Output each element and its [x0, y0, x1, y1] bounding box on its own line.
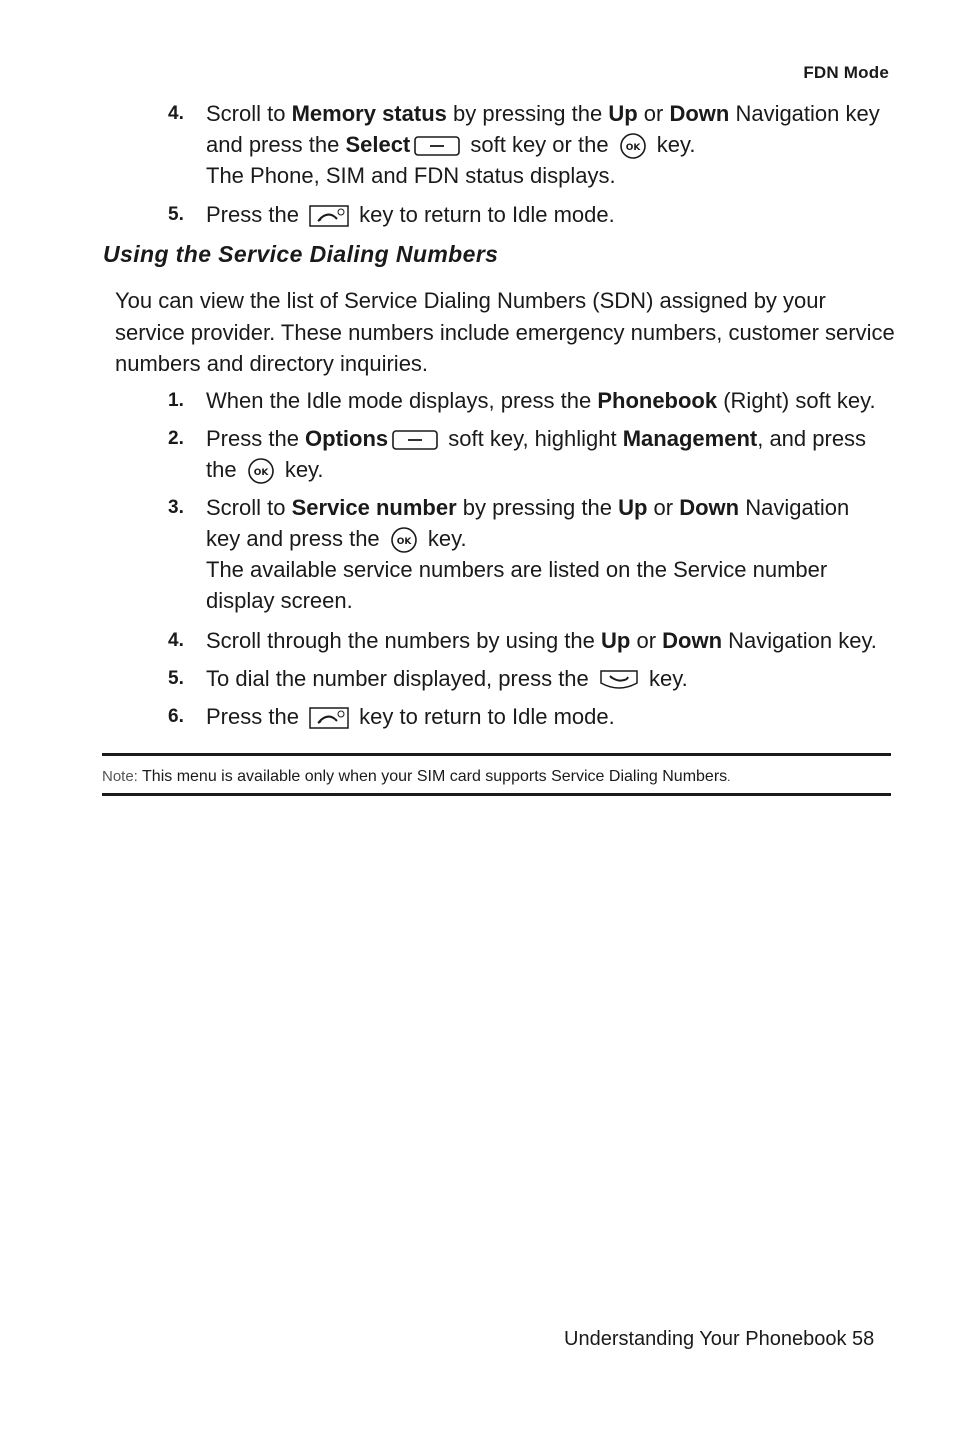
- text: key.: [642, 666, 688, 691]
- step-number: 4.: [168, 103, 184, 124]
- step-body: [206, 663, 888, 694]
- text: , and press the: [206, 426, 867, 482]
- section-heading: Using the Service Dialing Numbers: [103, 241, 499, 267]
- text: or: [637, 101, 670, 126]
- end-power-key-icon: [309, 205, 349, 227]
- text: key.: [421, 526, 467, 551]
- step-body: [206, 492, 888, 616]
- text: Navigation key and press the: [206, 495, 850, 551]
- key-term: Down: [679, 495, 740, 520]
- ok-key-icon: [247, 457, 275, 485]
- step-body: [206, 98, 888, 191]
- step-number: 6.: [168, 706, 184, 727]
- top-step-5: [168, 199, 888, 230]
- step-result: The Phone, SIM and FDN status displays.: [206, 163, 616, 189]
- text: key.: [278, 457, 324, 482]
- note-box: [102, 753, 891, 796]
- text: key.: [650, 132, 696, 157]
- step-instruction: [206, 199, 888, 230]
- key-term: Phonebook: [597, 388, 718, 413]
- step-body: [206, 701, 888, 732]
- top-step-4: [168, 98, 888, 191]
- step-5: [168, 663, 888, 694]
- step-1: [168, 385, 888, 416]
- text: (Right) soft key.: [717, 388, 876, 413]
- text: Scroll to: [206, 495, 292, 520]
- step-instruction: [206, 98, 888, 160]
- key-term: Up: [601, 628, 631, 653]
- svg-text:OK: OK: [253, 468, 269, 479]
- step-body: [206, 199, 888, 230]
- ok-key-icon: [619, 132, 647, 160]
- text: Navigation key.: [722, 628, 877, 653]
- soft-key-icon: [414, 136, 460, 156]
- key-term: Down: [662, 628, 723, 653]
- step-number: 1.: [168, 390, 184, 411]
- note-body: This menu is available only when your SIM card supports Service Dialing Numbers: [137, 768, 728, 785]
- key-term: Up: [608, 101, 638, 126]
- menu-term: Memory status: [291, 101, 447, 126]
- text: by pressing the: [446, 101, 609, 126]
- note-label: Note:: [102, 768, 138, 785]
- step-4: [168, 625, 888, 656]
- text: key to return to Idle mode.: [353, 202, 615, 227]
- text: by pressing the: [456, 495, 619, 520]
- text: or: [647, 495, 680, 520]
- key-term: Options: [305, 426, 389, 451]
- text: soft key, highlight: [442, 426, 623, 451]
- text: Press the: [206, 202, 306, 227]
- step-number: 4.: [168, 630, 184, 651]
- footer-chapter-title: Understanding Your Phonebook: [564, 1328, 847, 1350]
- step-number: 5.: [168, 668, 184, 689]
- text: key to return to Idle mode.: [353, 704, 615, 729]
- step-number: 5.: [168, 204, 184, 225]
- menu-term: Management: [622, 426, 758, 451]
- step-result: The available service numbers are listed on the Service number display screen.: [206, 557, 828, 614]
- step-instruction: [206, 385, 888, 416]
- step-instruction: [206, 701, 888, 732]
- step-3: [168, 492, 888, 616]
- step-instruction: [206, 492, 888, 554]
- svg-text:OK: OK: [396, 537, 412, 548]
- step-6: [168, 701, 888, 732]
- text: Navigation key and press the: [206, 101, 880, 157]
- text: or: [630, 628, 663, 653]
- soft-key-icon: [392, 430, 438, 450]
- step-body: [206, 385, 888, 416]
- step-body: [206, 423, 888, 485]
- text: Press the: [206, 426, 306, 451]
- step-instruction: [206, 423, 888, 485]
- running-head: FDN Mode: [803, 63, 889, 82]
- text: Scroll to: [206, 101, 292, 126]
- page-number: 58: [852, 1328, 875, 1350]
- step-2: [168, 423, 888, 485]
- step-body: [206, 625, 888, 656]
- key-term: Up: [618, 495, 648, 520]
- step-instruction: [206, 663, 888, 694]
- key-term: Down: [669, 101, 730, 126]
- end-power-key-icon: [309, 707, 349, 729]
- text: To dial the number displayed, press the: [206, 666, 595, 691]
- send-key-icon: [599, 669, 639, 691]
- text: Press the: [206, 704, 306, 729]
- step-number: 3.: [168, 497, 184, 518]
- step-number: 2.: [168, 428, 184, 449]
- note-text: [102, 768, 731, 786]
- svg-text:OK: OK: [625, 143, 640, 154]
- menu-term: Service number: [291, 495, 457, 520]
- ok-key-icon: [390, 526, 418, 554]
- note-end: .: [727, 770, 731, 784]
- key-term: Select: [345, 132, 411, 157]
- step-instruction: [206, 625, 888, 656]
- text: soft key or the: [464, 132, 615, 157]
- text: When the Idle mode displays, press the: [206, 388, 598, 413]
- intro-paragraph: You can view the list of Service Dialing Numbers (SDN) assigned by your service provider. These numbers include emergency numbers, customer service numbers and directory inquiries.: [115, 288, 895, 376]
- text: Scroll through the numbers by using the: [206, 628, 602, 653]
